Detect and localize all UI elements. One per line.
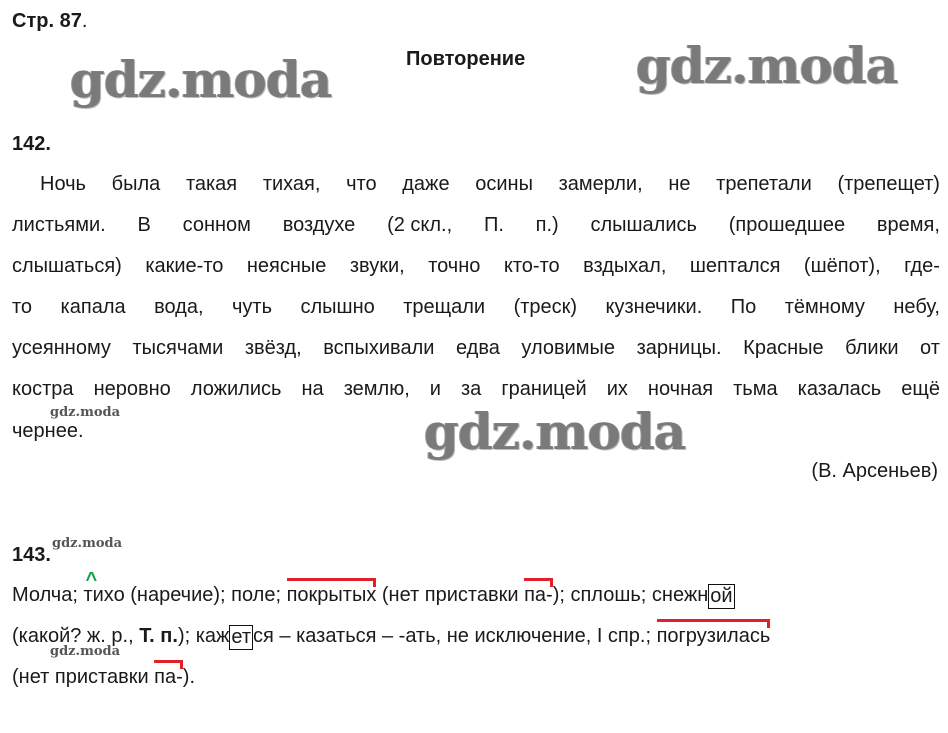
answer-case-label: Т. п. bbox=[139, 625, 178, 647]
word: землю, bbox=[343, 378, 410, 400]
text-line bbox=[12, 378, 940, 401]
word: (трепещет) bbox=[837, 173, 940, 195]
exercise-143-line-1 bbox=[12, 584, 940, 609]
word: вздыхал, bbox=[583, 255, 667, 277]
word: шептался bbox=[689, 255, 781, 277]
answer-word-pogruzilas: погрузилась bbox=[657, 625, 771, 650]
word: ложились bbox=[190, 378, 282, 400]
word: была bbox=[111, 173, 161, 195]
word: капала bbox=[60, 296, 126, 318]
word: Красные bbox=[743, 337, 824, 359]
word: осины bbox=[475, 173, 533, 195]
answer-word-tikho: ^ тихо bbox=[83, 584, 124, 609]
word: что bbox=[346, 173, 377, 195]
word: (2 скл., bbox=[387, 214, 453, 236]
word: и bbox=[429, 378, 441, 400]
word: сонном bbox=[182, 214, 251, 236]
word: уловимые bbox=[521, 337, 616, 359]
exercise-number-143: 143. bbox=[12, 544, 51, 566]
watermark-small: gdz.moda bbox=[52, 536, 123, 551]
word: время, bbox=[876, 214, 940, 236]
word: замерли, bbox=[558, 173, 643, 195]
word: вспыхивали bbox=[323, 337, 435, 359]
word: воздухе bbox=[282, 214, 356, 236]
author-attribution: (В. Арсеньев) bbox=[811, 460, 938, 482]
watermark-logo: gdz.moda bbox=[70, 50, 332, 109]
word: листьями. bbox=[12, 214, 106, 236]
word: усеянному bbox=[12, 337, 111, 359]
answer-text: ся – казаться – -ать, не исключение, I спр.; bbox=[253, 625, 657, 647]
word: неровно bbox=[93, 378, 171, 400]
word: небу, bbox=[893, 296, 940, 318]
word: п.) bbox=[535, 214, 559, 236]
word: В bbox=[137, 214, 151, 236]
word: слышно bbox=[300, 296, 375, 318]
word: костра bbox=[12, 378, 74, 400]
word: их bbox=[606, 378, 628, 400]
prefix-pa: па- bbox=[154, 666, 183, 688]
prefix-pa: па- bbox=[524, 584, 553, 609]
word: звуки, bbox=[349, 255, 405, 277]
word: ночная bbox=[647, 378, 714, 400]
answer-text: Молча; bbox=[12, 584, 84, 606]
watermark-logo: gdz.moda bbox=[424, 402, 686, 461]
text-line bbox=[12, 337, 940, 360]
word: тысячами bbox=[132, 337, 224, 359]
word: трепетали bbox=[716, 173, 812, 195]
word: на bbox=[301, 378, 324, 400]
word: (треск) bbox=[513, 296, 578, 318]
exercise-143-line-2 bbox=[12, 625, 940, 650]
word: ещё bbox=[901, 378, 940, 400]
ending-box: ой bbox=[710, 585, 733, 607]
answer-text: (наречие); bbox=[124, 584, 232, 606]
text-line bbox=[40, 173, 940, 196]
word: чернее. bbox=[12, 420, 84, 442]
word: точно bbox=[428, 255, 481, 277]
ending-box: ет bbox=[231, 626, 252, 648]
page-reference-dot: . bbox=[81, 10, 88, 32]
word: слышаться) bbox=[12, 255, 122, 277]
word: за bbox=[461, 378, 482, 400]
word: то bbox=[12, 296, 33, 318]
text-line bbox=[12, 296, 940, 319]
word: (шёпот), bbox=[803, 255, 881, 277]
word: блики bbox=[845, 337, 899, 359]
word: вода, bbox=[154, 296, 204, 318]
word: казалась bbox=[797, 378, 882, 400]
answer-text: (какой? ж. р., bbox=[12, 625, 140, 647]
word: кто-то bbox=[503, 255, 560, 277]
page-reference bbox=[12, 10, 87, 33]
word: границей bbox=[501, 378, 587, 400]
word: Ночь bbox=[40, 173, 86, 195]
word: слышались bbox=[590, 214, 697, 236]
section-title: Повторение bbox=[406, 48, 526, 70]
page-reference-label: Стр. 87 bbox=[12, 10, 82, 32]
watermark-small: gdz.moda bbox=[50, 405, 121, 420]
text-line bbox=[12, 214, 940, 237]
word: где- bbox=[904, 255, 940, 277]
word: не bbox=[668, 173, 691, 195]
word: какие-то bbox=[145, 255, 224, 277]
word: тихая, bbox=[262, 173, 321, 195]
answer-text: ). bbox=[182, 666, 196, 688]
answer-text: (нет приставки bbox=[12, 666, 155, 688]
watermark-logo: gdz.moda bbox=[636, 36, 898, 95]
word: чуть bbox=[232, 296, 273, 318]
exercise-143-line-3 bbox=[12, 666, 940, 689]
word: кузнечики. bbox=[605, 296, 703, 318]
exercise-number-142: 142. bbox=[12, 133, 51, 155]
answer-text: поле; bbox=[231, 584, 287, 606]
word: тьма bbox=[733, 378, 778, 400]
text-line bbox=[12, 255, 940, 278]
answer-text: ); каж bbox=[177, 625, 230, 647]
answer-text: ); сплошь; снежн bbox=[552, 584, 709, 606]
word: неясные bbox=[246, 255, 327, 277]
word: едва bbox=[455, 337, 500, 359]
word: (прошедшее bbox=[728, 214, 846, 236]
watermark-small: gdz.moda bbox=[50, 644, 121, 659]
answer-text: (нет приставки bbox=[376, 584, 525, 606]
word: от bbox=[920, 337, 940, 359]
word: звёзд, bbox=[244, 337, 302, 359]
word: тёмному bbox=[784, 296, 865, 318]
word: такая bbox=[185, 173, 238, 195]
answer-word-pokrytykh: покрытых bbox=[287, 584, 377, 609]
word: зарницы. bbox=[636, 337, 722, 359]
word: трещали bbox=[403, 296, 486, 318]
word: По bbox=[730, 296, 757, 318]
word: П. bbox=[483, 214, 504, 236]
word: даже bbox=[402, 173, 450, 195]
